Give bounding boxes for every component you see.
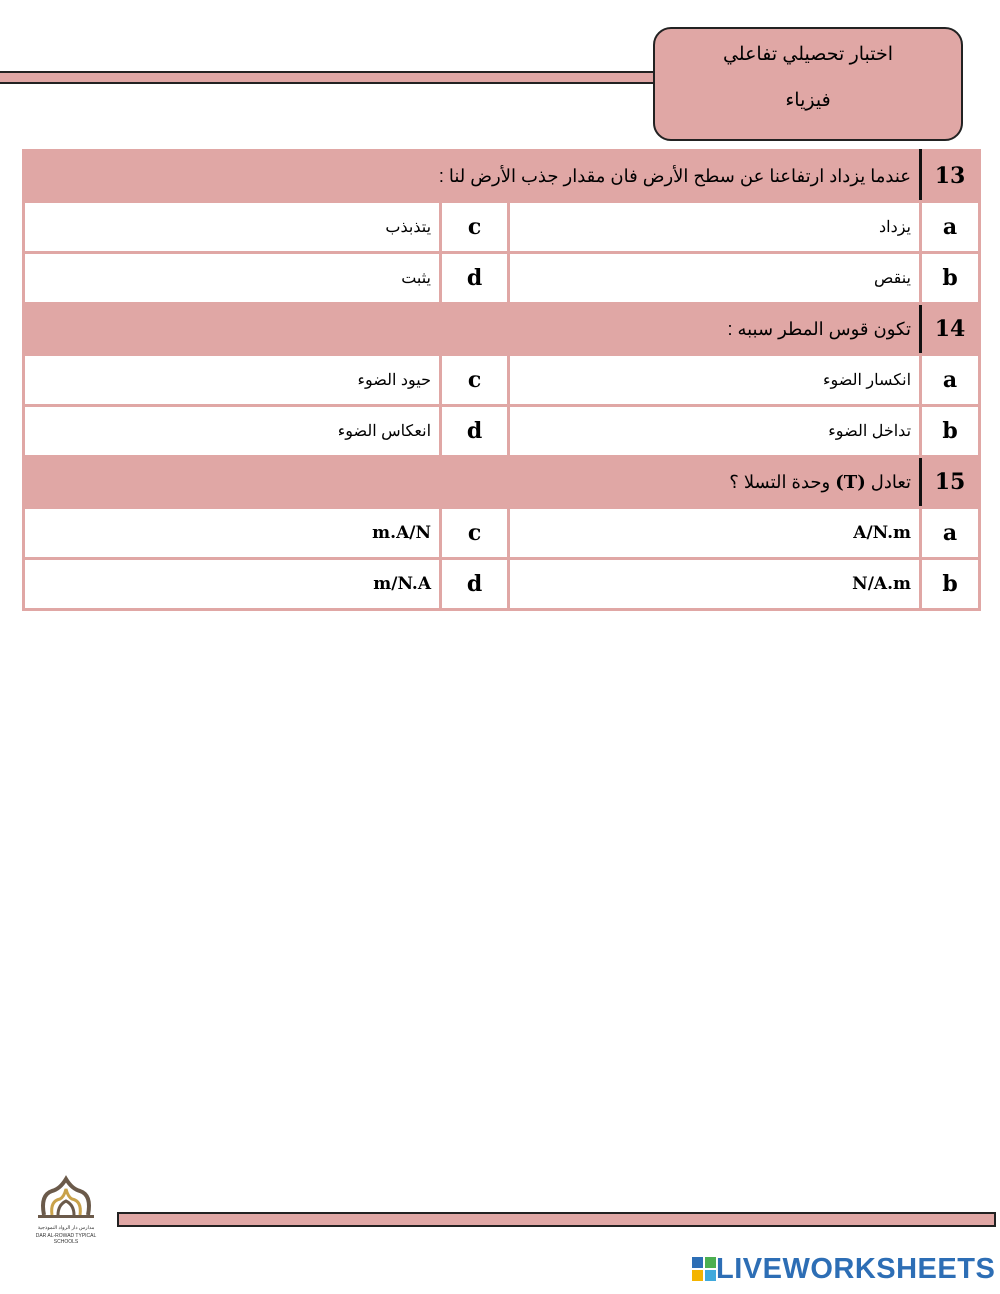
option-letter-b: b	[921, 406, 980, 457]
option-a[interactable]: يزداد	[509, 202, 921, 253]
option-b[interactable]: تداخل الضوء	[509, 406, 921, 457]
option-row	[24, 559, 980, 610]
school-logo-icon	[30, 1175, 102, 1225]
liveworksheets-icon	[692, 1257, 716, 1281]
option-letter-d: d	[441, 559, 509, 610]
liveworksheets-brand[interactable]	[692, 1252, 995, 1286]
question-number: 13	[921, 151, 980, 202]
option-c[interactable]: يتذبذب	[24, 202, 441, 253]
option-letter-b: b	[921, 559, 980, 610]
option-a[interactable]: A/N.m	[509, 508, 921, 559]
subject-title: فيزياء	[785, 90, 831, 111]
option-letter-a: a	[921, 508, 980, 559]
option-d[interactable]: يثبت	[24, 253, 441, 304]
option-row	[24, 253, 980, 304]
question-13	[24, 151, 980, 202]
option-letter-a: a	[921, 355, 980, 406]
question-text-before: تعادل	[870, 471, 912, 492]
logo-caption-english: DAR AL-ROWAD TYPICAL SCHOOLS	[35, 1233, 97, 1245]
questions-table	[22, 149, 981, 611]
option-a[interactable]: انكسار الضوء	[509, 355, 921, 406]
question-14	[24, 304, 980, 355]
option-letter-c: c	[441, 202, 509, 253]
option-letter-d: d	[441, 253, 509, 304]
tesla-symbol: (T)	[835, 471, 866, 493]
option-letter-b: b	[921, 253, 980, 304]
quiz-title: اختبار تحصيلي تفاعلي	[722, 44, 894, 65]
option-row	[24, 355, 980, 406]
question-text: تكون قوس المطر سببه :	[24, 304, 921, 355]
header-rule	[0, 71, 660, 84]
option-letter-d: d	[441, 406, 509, 457]
option-row	[24, 202, 980, 253]
option-c[interactable]: m.A/N	[24, 508, 441, 559]
logo-caption-arabic: مدارس دار الرواد النموذجية	[37, 1225, 95, 1231]
question-text	[24, 457, 921, 508]
question-number: 15	[921, 457, 980, 508]
liveworksheets-wordmark: LIVEWORKSHEETS	[716, 1252, 996, 1285]
footer-rule	[117, 1212, 996, 1227]
option-letter-c: c	[441, 508, 509, 559]
option-letter-c: c	[441, 355, 509, 406]
option-letter-a: a	[921, 202, 980, 253]
title-box	[653, 27, 963, 141]
option-c[interactable]: حيود الضوء	[24, 355, 441, 406]
question-number: 14	[921, 304, 980, 355]
option-b[interactable]: ينقص	[509, 253, 921, 304]
option-b[interactable]: N/A.m	[509, 559, 921, 610]
school-logo	[30, 1175, 102, 1251]
question-text: عندما يزداد ارتفاعنا عن سطح الأرض فان مقدار جذب الأرض لنا :	[24, 151, 921, 202]
option-row	[24, 406, 980, 457]
option-d[interactable]: m/N.A	[24, 559, 441, 610]
question-text-after: وحدة التسلا ؟	[729, 471, 831, 492]
question-15	[24, 457, 980, 508]
option-row	[24, 508, 980, 559]
option-d[interactable]: انعكاس الضوء	[24, 406, 441, 457]
